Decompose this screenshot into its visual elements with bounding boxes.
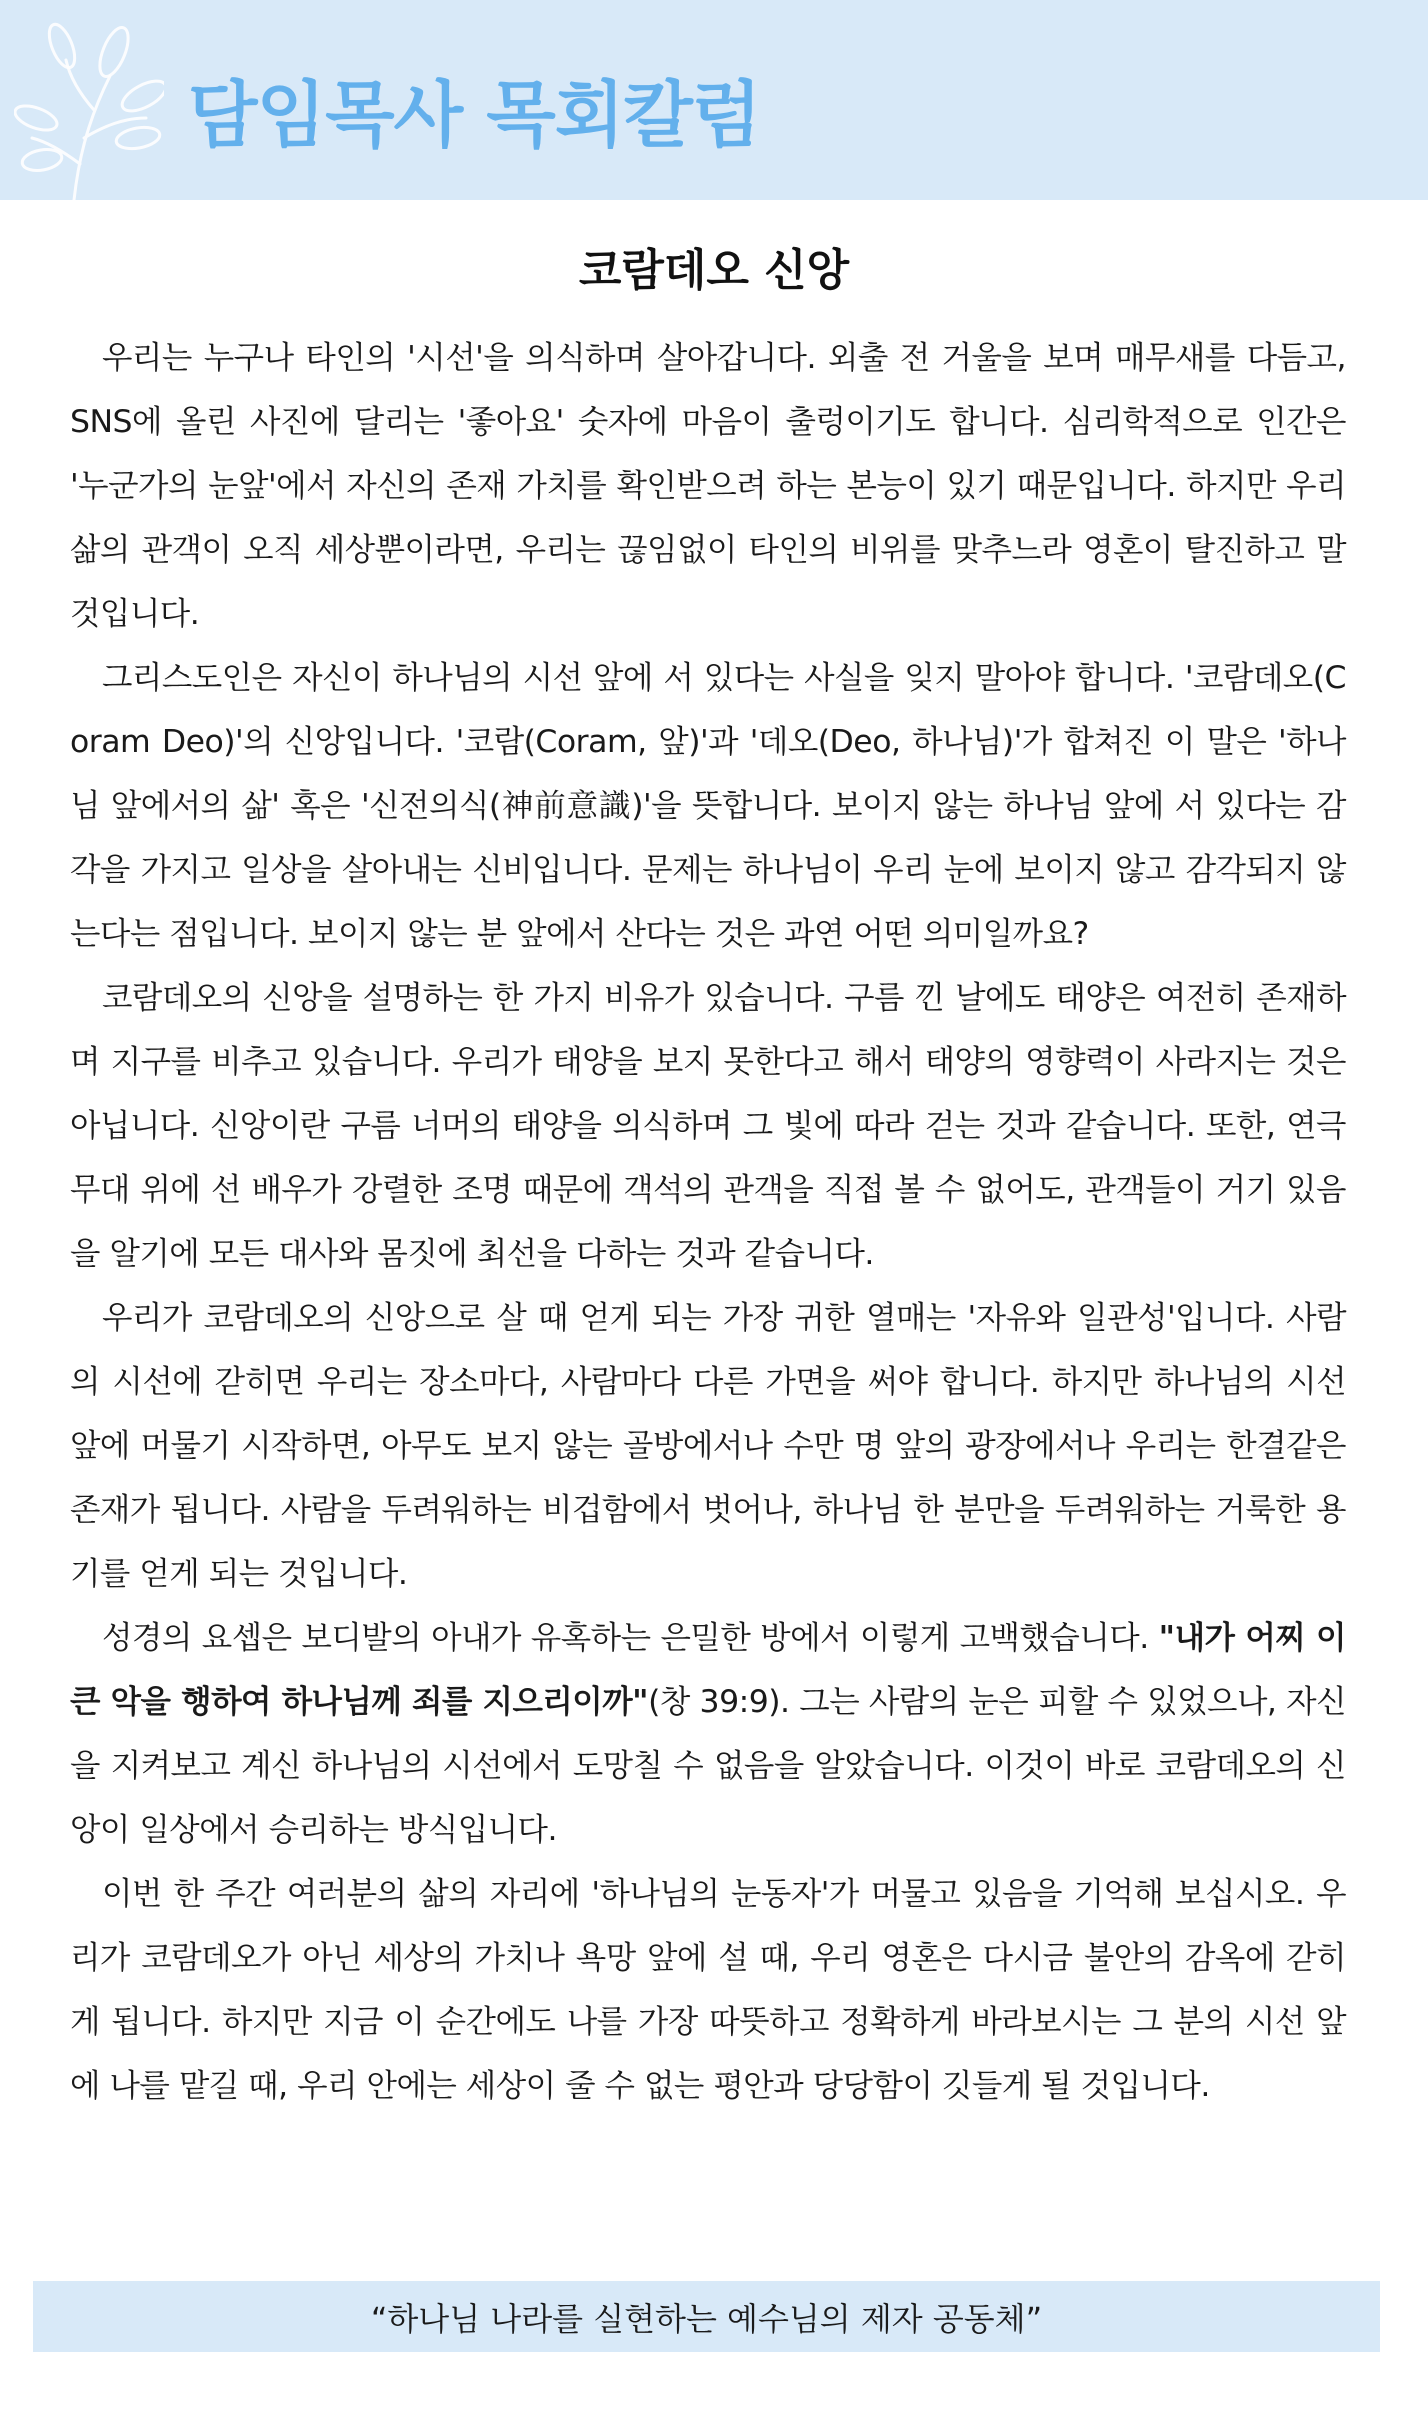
paragraph-text: (창 39:9). 그는 사람의 눈은 피할 수 있었으나, 자신을 지켜보고 계신 하나님의 시선에서 도망칠 수 없음을 알았습니다. 이것이 바로 코람데오의 신앙이 일상에서 승리하는 방식입니다. xyxy=(70,1684,1346,1848)
page-title: 담임목사 목회칼럼 xyxy=(188,73,761,157)
article-paragraph: 우리가 코람데오의 신앙으로 살 때 얻게 되는 가장 귀한 열매는 '자유와 일관성'입니다. 사람의 시선에 갇히면 우리는 장소마다, 사람마다 다른 가면을 써야 합니다. 하지만 하나님의 시선 앞에 머물기 시작하면, 아무도 보지 않는 골방에서나 수만 명 앞의 광장에서나 우리는 한결같은 존재가 됩니다. 사람을 두려워하는 비겁함에서 벗어나, 하나님 한 분만을 두려워하는 거룩한 용기를 얻게 되는 것입니다. xyxy=(70,1300,1346,1592)
article-paragraph: 코람데오의 신앙을 설명하는 한 가지 비유가 있습니다. 구름 낀 날에도 태양은 여전히 존재하며 지구를 비추고 있습니다. 우리가 태양을 보지 못한다고 해서 태양의 영향력이 사라지는 것은 아닙니다. 신앙이란 구름 너머의 태양을 의식하며 그 빛에 따라 걷는 것과 같습니다. 또한, 연극 무대 위에 선 배우가 강렬한 조명 때문에 객석의 관객을 직접 볼 수 없어도, 관객들이 거기 있음을 알기에 모든 대사와 몸짓에 최선을 다하는 것과 같습니다. xyxy=(70,980,1346,1272)
article-paragraph: 그리스도인은 자신이 하나님의 시선 앞에 서 있다는 사실을 잊지 말아야 합니다. '코람데오(Coram Deo)'의 신앙입니다. '코람(Coram, 앞)'과 '데오(Deo, 하나님)'가 합쳐진 이 말은 '하나님 앞에서의 삶' 혹은 '신전의식(神前意識)'을 뜻합니다. 보이지 않는 하나님 앞에 서 있다는 감각을 가지고 일상을 살아내는 신비입니다. 문제는 하나님이 우리 눈에 보이지 않고 감각되지 않는다는 점입니다. 보이지 않는 분 앞에서 산다는 것은 과연 어떤 의미일까요? xyxy=(70,660,1346,952)
paragraph-text: 성경의 요셉은 보디발의 아내가 유혹하는 은밀한 방에서 이렇게 고백했습니다. xyxy=(102,1620,1159,1656)
footer-banner xyxy=(33,2281,1380,2352)
article-paragraph: 이번 한 주간 여러분의 삶의 자리에 '하나님의 눈동자'가 머물고 있음을 기억해 보십시오. 우리가 코람데오가 아닌 세상의 가치나 욕망 앞에 설 때, 우리 영혼은 다시금 불안의 감옥에 갇히게 됩니다. 하지만 지금 이 순간에도 나를 가장 따뜻하고 정확하게 바라보시는 그 분의 시선 앞에 나를 맡길 때, 우리 안에는 세상이 줄 수 없는 평안과 당당함이 깃들게 될 것입니다. xyxy=(70,1876,1346,2104)
article-paragraph: 우리는 누구나 타인의 '시선'을 의식하며 살아갑니다. 외출 전 거울을 보며 매무새를 다듬고, SNS에 올린 사진에 달리는 '좋아요' 숫자에 마음이 출렁이기도 합니다. 심리학적으로 인간은 '누군가의 눈앞'에서 자신의 존재 가치를 확인받으려 하는 본능이 있기 때문입니다. 하지만 우리 삶의 관객이 오직 세상뿐이라면, 우리는 끊임없이 타인의 비위를 맞추느라 영혼이 탈진하고 말 것입니다. xyxy=(70,340,1346,632)
church-motto: “하나님 나라를 실현하는 예수님의 제자 공동체” xyxy=(370,2299,1043,2338)
leaf-branch-icon xyxy=(14,14,164,200)
header-banner xyxy=(0,0,1428,200)
article-body xyxy=(70,326,1346,2118)
scripture-quote: "내가 어찌 이 큰 악을 행하여 하나님께 죄를 지으리이까" xyxy=(70,1620,1346,1720)
article-title: 코람데오 신앙 xyxy=(578,245,850,296)
article-paragraph xyxy=(70,1606,1346,1862)
